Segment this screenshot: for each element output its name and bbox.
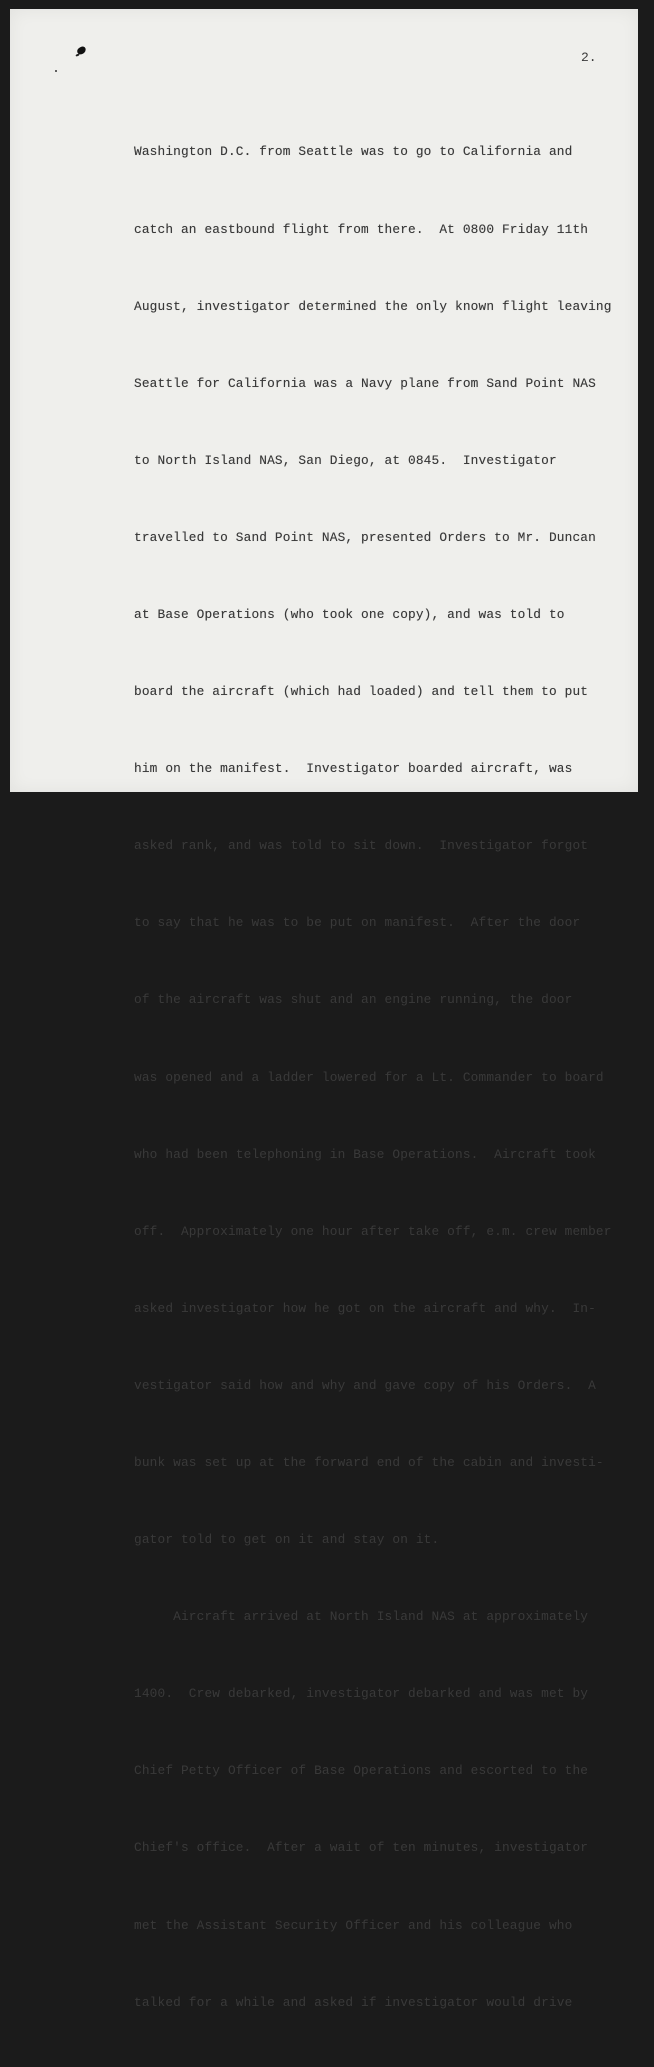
text-line: him on the manifest. Investigator boarded aircraft, was — [134, 761, 573, 777]
text-line: gator told to get on it and stay on it. — [134, 1532, 440, 1548]
text-line: Chief Petty Officer of Base Operations and escorted to the — [134, 1763, 589, 1779]
text-line: board the aircraft (which had loaded) and tell them to put — [134, 684, 589, 700]
text-line: asked investigator how he got on the aircraft and why. In- — [134, 1300, 596, 1316]
text-line: travelled to Sand Point NAS, presented Orders to Mr. Duncan — [134, 529, 596, 545]
text-line: Aircraft arrived at North Island NAS at approximately — [134, 1609, 589, 1625]
text-line: was opened and a ladder lowered for a Lt. Commander to board — [134, 1069, 604, 1085]
text-line: asked rank, and was told to sit down. Investigator forgot — [134, 838, 589, 854]
text-line: at Base Operations (who took one copy), and was told to — [134, 606, 565, 622]
text-line: to North Island NAS, San Diego, at 0845. Investigator — [134, 452, 557, 468]
ink-dot-mark — [55, 70, 57, 72]
text-line: Chief's office. After a wait of ten minutes, investigator — [134, 1840, 589, 1856]
text-line: of the aircraft was shut and an engine running, the door — [134, 992, 573, 1008]
text-line: off. Approximately one hour after take off, e.m. crew member — [134, 1223, 612, 1239]
text-line: Seattle for California was a Navy plane from Sand Point NAS — [134, 375, 596, 391]
text-line: bunk was set up at the forward end of the cabin and investi- — [134, 1455, 604, 1470]
text-line: 1400. Crew debarked, investigator debarked and was met by — [134, 1686, 589, 1702]
page-number: 2. — [581, 50, 597, 65]
body-text — [134, 88, 654, 2067]
text-line: who had been telephoning in Base Operations. Aircraft took — [134, 1146, 596, 1162]
text-line: August, investigator determined the only known flight leaving — [134, 298, 612, 314]
text-line: Washington D.C. from Seattle was to go to California and — [134, 144, 573, 160]
text-line: catch an eastbound flight from there. At 0800 Friday 11th — [134, 221, 589, 237]
ink-speck-mark — [76, 45, 87, 55]
text-line: met the Assistant Security Officer and his colleague who — [134, 1917, 573, 1933]
text-line: to say that he was to be put on manifest. After the door — [134, 915, 581, 931]
text-line: vestigator said how and why and gave copy of his Orders. A — [134, 1377, 596, 1393]
text-line: talked for a while and asked if investigator would drive — [134, 1994, 573, 2010]
